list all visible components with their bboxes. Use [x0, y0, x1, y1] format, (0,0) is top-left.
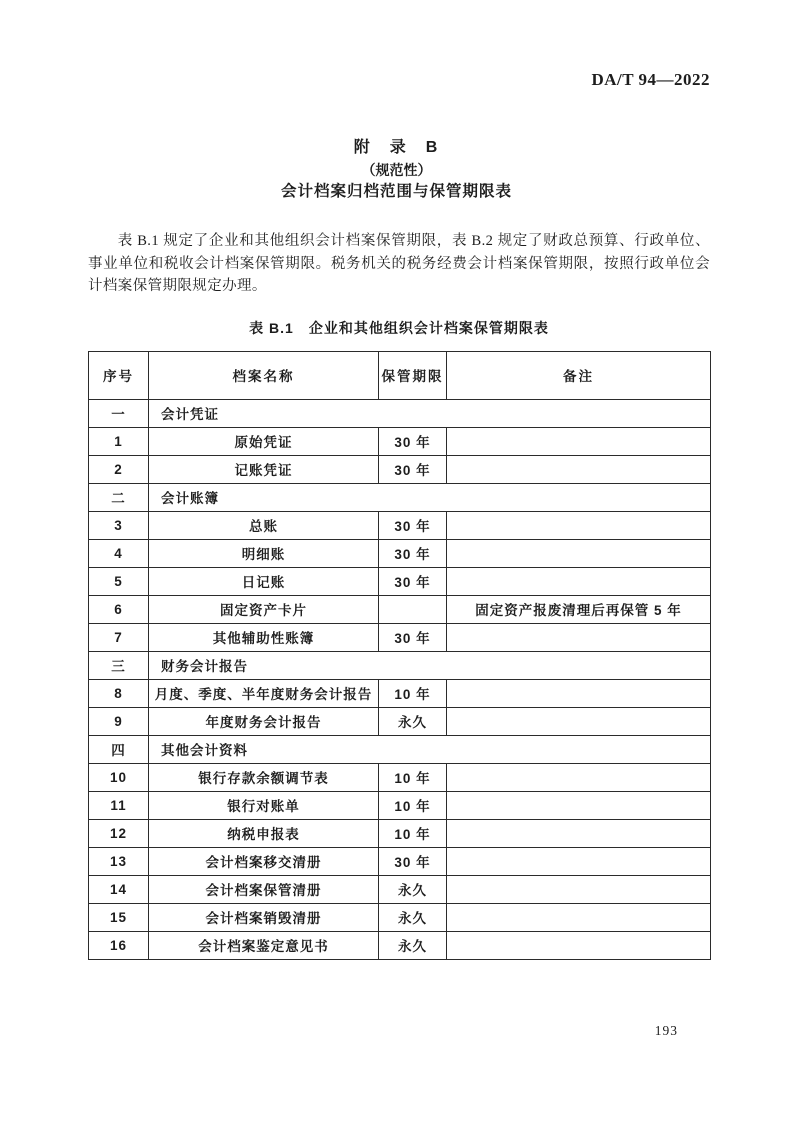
- cell-number: 1: [89, 427, 149, 455]
- cell-name: 记账凭证: [149, 455, 379, 483]
- cell-period: 30 年: [379, 455, 447, 483]
- table-row: [89, 623, 711, 651]
- cell-note: [447, 623, 711, 651]
- cell-number: 9: [89, 707, 149, 735]
- section-row: [89, 399, 711, 427]
- cell-period: 永久: [379, 707, 447, 735]
- cell-section-name: 会计凭证: [149, 399, 711, 427]
- table-row: [89, 707, 711, 735]
- standard-code: DA/T 94—2022: [591, 70, 710, 89]
- table-body: [89, 399, 711, 959]
- cell-number: 二: [89, 483, 149, 511]
- cell-note: [447, 455, 711, 483]
- intro-paragraph: 表 B.1 规定了企业和其他组织会计档案保管期限，表 B.2 规定了财政总预算、行政单位、事业单位和税收会计档案保管期限。税务机关的税务经费会计档案保管期限，按照行政单位会计档案保管期限规定办理。: [88, 233, 710, 294]
- cell-section-name: 会计账簿: [149, 483, 711, 511]
- cell-name: 银行存款余额调节表: [149, 763, 379, 791]
- cell-note: [447, 931, 711, 959]
- cell-note: [447, 679, 711, 707]
- cell-note: [447, 763, 711, 791]
- cell-section-name: 其他会计资料: [149, 735, 711, 763]
- cell-note: [447, 875, 711, 903]
- table-row: [89, 875, 711, 903]
- col-header-number: 序号: [89, 351, 149, 399]
- table-row: [89, 847, 711, 875]
- cell-name: 总账: [149, 511, 379, 539]
- page-number: 193: [654, 1023, 678, 1038]
- cell-number: 16: [89, 931, 149, 959]
- cell-name: 固定资产卡片: [149, 595, 379, 623]
- cell-number: 2: [89, 455, 149, 483]
- cell-name: 会计档案保管清册: [149, 875, 379, 903]
- cell-number: 4: [89, 539, 149, 567]
- table-row: [89, 903, 711, 931]
- cell-note: [447, 427, 711, 455]
- cell-period: 永久: [379, 903, 447, 931]
- section-row: [89, 483, 711, 511]
- cell-number: 13: [89, 847, 149, 875]
- section-row: [89, 735, 711, 763]
- cell-period: 30 年: [379, 539, 447, 567]
- appendix-title-block: [0, 0, 793, 203]
- cell-number: 8: [89, 679, 149, 707]
- cell-note: [447, 707, 711, 735]
- cell-period: 30 年: [379, 511, 447, 539]
- cell-period: [379, 595, 447, 623]
- col-header-name: 档案名称: [149, 351, 379, 399]
- col-header-period: 保管期限: [379, 351, 447, 399]
- cell-number: 12: [89, 819, 149, 847]
- cell-period: 30 年: [379, 847, 447, 875]
- appendix-normative-label: （规范性）: [361, 162, 432, 178]
- table-row: [89, 595, 711, 623]
- table-row: [89, 819, 711, 847]
- cell-note: [447, 791, 711, 819]
- table-header: [89, 351, 711, 399]
- cell-name: 银行对账单: [149, 791, 379, 819]
- table-row: [89, 511, 711, 539]
- table-row: [89, 931, 711, 959]
- cell-period: 10 年: [379, 679, 447, 707]
- cell-note: 固定资产报废清理后再保管 5 年: [447, 595, 711, 623]
- cell-number: 14: [89, 875, 149, 903]
- cell-number: 6: [89, 595, 149, 623]
- cell-note: [447, 819, 711, 847]
- cell-period: 30 年: [379, 427, 447, 455]
- cell-note: [447, 847, 711, 875]
- cell-note: [447, 567, 711, 595]
- cell-name: 会计档案移交清册: [149, 847, 379, 875]
- cell-name: 会计档案鉴定意见书: [149, 931, 379, 959]
- cell-number: 一: [89, 399, 149, 427]
- cell-number: 7: [89, 623, 149, 651]
- cell-period: 30 年: [379, 567, 447, 595]
- cell-name: 纳税申报表: [149, 819, 379, 847]
- cell-name: 明细账: [149, 539, 379, 567]
- cell-note: [447, 903, 711, 931]
- cell-name: 月度、季度、半年度财务会计报告: [149, 679, 379, 707]
- cell-number: 15: [89, 903, 149, 931]
- cell-number: 三: [89, 651, 149, 679]
- cell-period: 永久: [379, 931, 447, 959]
- table-row: [89, 539, 711, 567]
- cell-number: 3: [89, 511, 149, 539]
- cell-name: 其他辅助性账簿: [149, 623, 379, 651]
- cell-period: 10 年: [379, 819, 447, 847]
- cell-section-name: 财务会计报告: [149, 651, 711, 679]
- cell-number: 11: [89, 791, 149, 819]
- table-row: [89, 679, 711, 707]
- header-row: [89, 351, 711, 399]
- cell-note: [447, 539, 711, 567]
- retention-table: [88, 351, 711, 960]
- table-row: [89, 567, 711, 595]
- cell-period: 30 年: [379, 623, 447, 651]
- table-row: [89, 763, 711, 791]
- cell-name: 日记账: [149, 567, 379, 595]
- col-header-note: 备注: [447, 351, 711, 399]
- appendix-title: 附 录 B: [353, 139, 440, 156]
- cell-period: 永久: [379, 875, 447, 903]
- appendix-subtitle: 会计档案归档范围与保管期限表: [280, 183, 512, 200]
- cell-number: 5: [89, 567, 149, 595]
- cell-note: [447, 511, 711, 539]
- cell-period: 10 年: [379, 763, 447, 791]
- cell-number: 四: [89, 735, 149, 763]
- cell-name: 会计档案销毁清册: [149, 903, 379, 931]
- section-row: [89, 651, 711, 679]
- table-row: [89, 427, 711, 455]
- table-row: [89, 791, 711, 819]
- table-row: [89, 455, 711, 483]
- cell-name: 年度财务会计报告: [149, 707, 379, 735]
- table-caption: 表 B.1 企业和其他组织会计档案保管期限表: [249, 319, 549, 336]
- cell-name: 原始凭证: [149, 427, 379, 455]
- cell-number: 10: [89, 763, 149, 791]
- cell-period: 10 年: [379, 791, 447, 819]
